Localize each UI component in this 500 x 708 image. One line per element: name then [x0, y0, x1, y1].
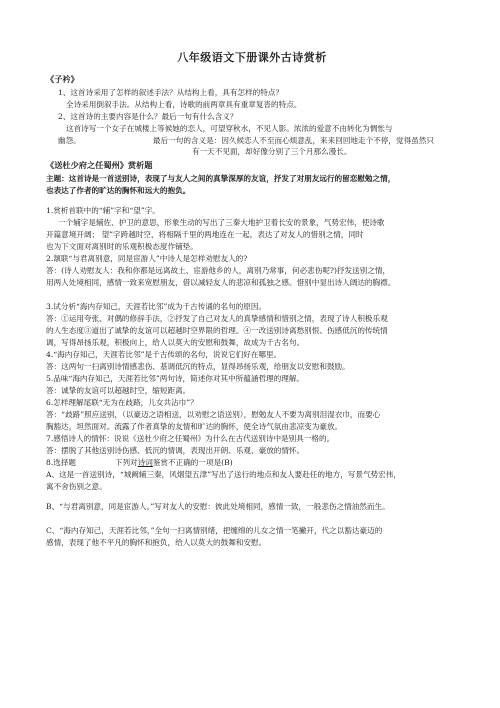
option-c: C、“海内存知己，天涯若比邻，”全句一扫离情别绪，把缠绵的儿女之情一笔撇开，代之以豁达豪迈的 [46, 525, 383, 535]
question: 4.“海内存知己，天涯若比邻”是千古传颂的名句，说说它们好在哪里。 [46, 349, 282, 359]
answer: 开篇意境开阔； 望”字跨越时空，将相隔千里的两地连在一起，表达了对友人的惜别之情，同时 [46, 229, 364, 239]
theme-text: 也表达了作者的旷达的胸怀和远大的抱负。 [46, 185, 191, 195]
question-text: 下列对 [114, 457, 138, 467]
question: 2、这首诗的主要内容是什么？最后一句有什么含义？ [58, 111, 238, 121]
question: 1.赏析首联中的“辅”字和“望”字。 [46, 205, 160, 215]
question: 2.颔联“与君离别意，同是宦游人”中诗人是怎样劝慰友人的? [46, 253, 248, 263]
section-zijin [46, 74, 458, 157]
answer: 答：摆脱了其他送别诗伤感、低沉的情调，表现出开朗、乐观、豪放的情怀。 [46, 445, 305, 455]
answer: 答：诚挚的友谊可以超越时空，缩短距离。 [46, 385, 191, 395]
answer: 答：这两句一扫离别诗情感悲伤、基调低沉的特点，显得昂扬乐观，给朋友以安慰和鼓励。 [46, 361, 350, 371]
option-c: 感情，表现了他不平凡的胸怀和抱负，给人以莫大的鼓舞和安慰。 [46, 537, 267, 547]
answer: 也为下文面对离别时的乐观积极态度作铺垫。 [46, 241, 198, 251]
question: 7.感悟诗人的情怀：说说《送杜少府之任蜀州》为什么在古代送别诗中是别具一格的。 [46, 433, 335, 443]
section-heading: 《子衿》 [46, 73, 79, 84]
answer: 幽怨。 [58, 135, 81, 145]
question: 3.试分析“海内存知己，天涯若比邻”成为千古传诵的名句的原因。 [46, 301, 267, 311]
underlined-term: 诗词 [137, 457, 153, 467]
answer: 一个辅字是辅佐、护卫的意思，形象生动的写出了三秦大地护卫着长安的景象，气势宏伟，使诗歌 [58, 217, 385, 227]
answer: 答：①运用夸张、对偶的修辞手法，②抒发了自己对友人的真挚感情和惜别之情，表现了诗人积极乐观 [46, 313, 388, 323]
question-choice [46, 457, 458, 468]
answer: 这首诗写一个女子在城楼上等候她的恋人，可望穿秋水，不见人影。浓浓的爱意不由转化为惆怅与 [66, 123, 393, 133]
section-heading: 《送杜少府之任蜀州》赏析题 [46, 159, 153, 170]
answer: 的人生态度③道出了诚挚的友谊可以超越时空界限的哲理。④一改送别诗离愁别恨、伤感低沉的传统情 [46, 325, 388, 335]
answer: 最后一句的含义是：因久候恋人不至而心烦意乱，来来回回地走个不停，觉得虽然只 [153, 135, 434, 145]
theme-text: 主题：这首诗是一首送别诗，表现了与友人之间的真挚深厚的友谊，抒发了对朋友远行的留恋慰勉之情， [46, 173, 396, 183]
question-number: 8.选择题 [46, 457, 77, 467]
option-a: 寓不舍伤别之意。 [46, 481, 107, 491]
answer-row [46, 135, 458, 146]
answer: 调，写得昂扬乐观，积极向上，给人以莫大的安慰和鼓舞，故成为千古名句。 [46, 337, 305, 347]
option-b: B、“与君离别意，同是宦游人。”写对友人的安慰：彼此处境相同，感情一致，一般悲伤之情油然而生。 [46, 501, 390, 511]
question: 5.品味“海内存知己，天涯若比邻”两句诗，简述你对其中所蕴涵哲理的理解。 [46, 373, 305, 383]
page-title: 八年级语文下册课外古诗赏析 [177, 51, 327, 64]
option-a: A、这是一首送别诗，“城阙辅三秦，风烟望五津”写出了送行的地点和友人要赴任的地方，写景气势宏伟， [46, 469, 401, 479]
question: 6.怎样理解尾联“无为在歧路，儿女共沾巾”？ [46, 397, 198, 407]
answer: 全诗采用倒叙手法。从结构上看，诗歌的前两章具有重章复沓的特点。 [66, 99, 302, 109]
answer: 胸豁达，坦然面对。流露了作者真挚的友情和旷达的胸怀，使全诗气氛由悲凉变为豪放。 [46, 421, 343, 431]
answer: 答：(诗人劝慰友人：我和你都是远离故土、宦游他乡的人，离别乃常事，何必悲伤呢?)抒发送别之情， [46, 265, 391, 275]
question-text: 鉴赏不正确的一项是(B) [152, 457, 233, 467]
answer: 答：“歧路”照应送别，（以豪迈之语相送，以劝慰之语送别），慰勉友人不要为离别泪湿衣巾，而要心 [46, 409, 381, 419]
answer: 用两人处境相同，感情一致来宽慰朋友，借以减轻友人的悲凉和孤独之感。惜别中显出诗人阔达的胸襟。 [46, 277, 396, 287]
question: 1、这首诗采用了怎样的叙述手法？从结构上看，具有怎样的特点？ [58, 87, 284, 97]
section-songdu [46, 160, 458, 548]
answer: 有一天不见面，却好像分别了三个月那么漫长。 [192, 146, 352, 156]
